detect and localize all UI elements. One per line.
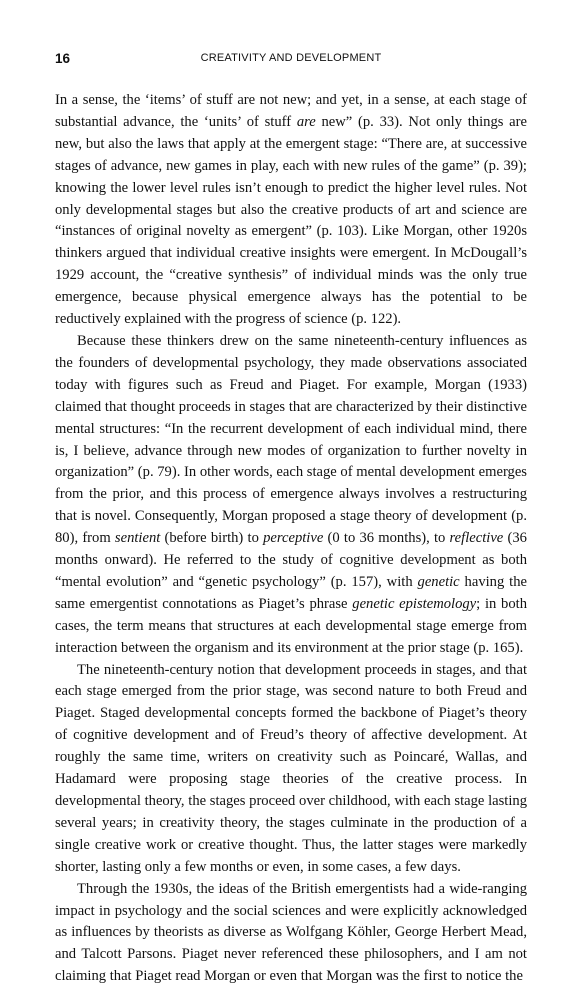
italic-term: genetic epistemology (352, 595, 477, 612)
italic-term: perceptive (263, 530, 324, 547)
text-run: having the same emergentist connotations as Piaget’s phrase (55, 573, 527, 612)
italic-term: reflective (449, 530, 504, 547)
paragraph-1 (55, 90, 527, 331)
italic-term: are (296, 113, 316, 130)
paragraph-2 (55, 331, 527, 660)
page-number: 16 (55, 51, 71, 66)
page-header (55, 51, 527, 71)
text-run: In a sense, the ‘items’ of stuff are not new; and yet, in a sense, at each stage of substantial advance, the ‘units’ of stuff (55, 92, 527, 130)
paragraph-3 (55, 660, 527, 879)
text-run: (before birth) to (160, 530, 264, 547)
text-run: (0 to 36 months), to (323, 530, 450, 547)
text-run: Because these thinkers drew on the same nineteenth-century influences as the founders of developmental psychology, they made observations associated today with figures such as Freud and Piaget. For example, Morgan (1933) claimed that thought proceeds in stages that are characterized by their distinctive mental structures: “In the recurrent development of each individual mind, there is, I believe, advance through new modes of organization to further novelty in organization” (p. 79). In other words, each stage of mental development emerges from the prior, and this process of emergence always involves a restructuring that is novel. Consequently, Morgan proposed a stage theory of development (p. 80), from (55, 332, 527, 547)
text-run: new” (p. 33). Not only things are new, but also the laws that apply at the emergent stage: “There are, at successive stages of advance, new games in play, each with new rules of the game” (p. 39); knowing the lower level rules isn’t enough to predict the higher level rules. Not only developmental stages but also the creative products of art and science are “instances of original novelty as emergent” (p. 103). Like Morgan, other 1920s thinkers argued that individual creative insights were emergent. In McDougall’s 1929 account, the “creative synthesis” of individual minds was the only true emergence, because physical emergence always has the potential to be reductively explained with the progress of science (p. 122). (55, 113, 527, 328)
text-run: ; in both cases, the term means that structures at each developmental stage emerge from interaction between the organism and its environment at the prior stage (p. 165). (55, 595, 528, 656)
text-run: (36 months onward). He referred to the study of cognitive development as both “mental evolution” and “genetic psychology” (p. 157), with (55, 530, 527, 590)
italic-term: genetic (417, 573, 460, 590)
running-head: CREATIVITY AND DEVELOPMENT (200, 52, 382, 64)
paragraph-4 (55, 879, 527, 989)
text-run: Through the 1930s, the ideas of the British emergentists had a wide-ranging impact in psychology and the social sciences and were explicitly acknowledged as influences by theorists as diverse as Wolfgang Köhler, George Herbert Mead, and Talcott Parsons. Piaget never referenced these philosophers, and I am not claiming that Piaget read Morgan or even that Morgan was the first to notice the (55, 880, 527, 985)
body-text (55, 90, 527, 988)
italic-term: sentient (114, 530, 161, 547)
text-run: The nineteenth-century notion that development proceeds in stages, and that each stage emerged from the prior stage, was second nature to both Freud and Piaget. Staged developmental concepts formed the backbone of Piaget’s theory of cognitive development and of Freud’s theory of affective development. At roughly the same time, writers on creativity such as Poincaré, Wallas, and Hadamard were proposing stage theories of the creative process. In developmental theory, the stages proceed over childhood, with each stage lasting several years; in creativity theory, the stages culminate in the production of a single creative work or creative thought. Thus, the latter stages were markedly shorter, lasting only a few months or even, in some cases, a few days. (55, 661, 527, 875)
